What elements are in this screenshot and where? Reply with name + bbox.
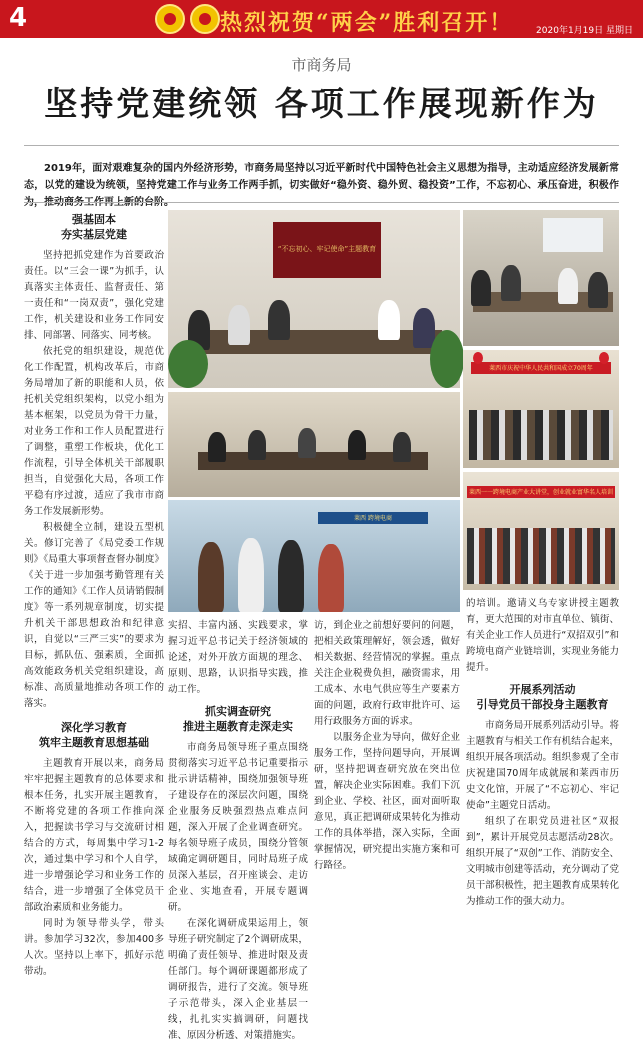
section-heading-3: 抓实调查研究 推进主题教育走深走实 [183, 705, 293, 733]
article-lead: 2019年，面对艰难复杂的国内外经济形势，市商务局坚持以习近平新时代中国特色社会主义思想为指导，主动适应经济发展新常态，以党的建设为统领，坚持党建工作与业务工作两手抓，切实做好“稳外资、稳外贸、稳投资”工作，不忘初心、承压奋进，积极作 [24, 163, 619, 191]
paragraph: 访，到企业之前想好要问的问题，把相关政策理解好，领会透，做好相关数据、经营情况的掌握。重点关注企业税费负担，融资需求，用工成本、水电气供应等生产要素方面的问题，政府行政审批许可、运用行政服务方面的诉求。 [314, 620, 460, 727]
paragraph: 以服务企业为导向，做好企业服务工作，坚持问题导向，开展调研，坚持把调查研究放在突出位置，解决企业实际困难。我们下沉到企业、学校、社区，面对面听取意见，真正把调研成果转化为推动工作的具体举措，深入实际，全面掌握情况，研究提出实施方案和可行路径。 [314, 732, 460, 871]
photo-large-meeting [168, 392, 460, 497]
screen-text: “不忘初心、牢记使命”主题教育 [277, 245, 377, 254]
paragraph: 市商务局开展系列活动引导。将主题教育与相关工作有机结合起来，组织开展各项活动。组织参观了全市庆祝建国70周年成就展和莱西市历史文化馆，开展了“不忘初心、牢记使命”主题党日活动。 [466, 720, 619, 811]
photo-enterprise-visit [168, 500, 460, 612]
party-emblem-icon [155, 4, 185, 34]
anniversary-banner-text: 莱西市庆祝中华人民共和国成立70周年 [489, 365, 593, 372]
paragraph: 组织了在职党员进社区“双报到”，累计开展党员志愿活动28次。组织开展了“双创”工作、消防安全、文明城市创建等活动，充分调动了党员干部积极性，把主题教育成果转化为推动工作的强大动力。 [466, 816, 619, 907]
column-2 [168, 618, 308, 1041]
paragraph: 主题教育开展以来，商务局牢牢把握主题教育的总体要求和根本任务，扎实开展主题教育，不断将党建的各项工作推向深入，把握读书学习与交流研讨相结合的方式，每周集中学习1-2次，通过集中学习和个人自学，进一步增强论学习和业务工作的结合，进一步增强了全体党员干部政治素质和业务能力。 [24, 758, 164, 913]
page-number: 4 [9, 3, 28, 33]
paragraph: 同时为领导带头学，带头讲。参加学习32次，参加400多人次。坚持以上率下，抓好示范带动。 [24, 918, 164, 977]
photo-meeting-room-2 [463, 210, 619, 346]
paragraph: 坚持把抓党建作为首要政治责任。以“三会一课”为抓手，认真落实主体责任、监督责任、第一责任和“一岗双责”，强化党建工作，机关建设和业务工作同安排、同部署、同落实、同考核。 [24, 250, 164, 341]
column-4 [466, 596, 619, 940]
training-banner-text: 莱西一一跨境电商产业大讲堂，创业就业富华名人培训 [468, 489, 613, 496]
section-heading-1: 强基固本 夯实基层党建 [61, 213, 127, 241]
photo-group-anniversary [463, 350, 619, 468]
banner-date: 2020年1月19日 星期日 [536, 26, 633, 36]
article-kicker: 市商务局 [291, 56, 352, 74]
national-emblem-icon [190, 4, 220, 34]
visit-sign-text: 莱西 跨境电商 [354, 515, 392, 522]
photo-training-group [463, 472, 619, 590]
photo-meeting-room [168, 210, 460, 388]
headline-rule [24, 145, 619, 146]
article-headline: 坚持党建统领 各项工作展现新作为 [44, 84, 599, 123]
paragraph: 依托党的组织建设，规范优化工作配置，机构改革后，市商务局增加了新的职能和人员，依托机关党组织架构，以党小组为基本框架，以党员为骨干力量，对业务工作和工作人员配置进行了调整，重塑工作板块，优化工作流程，引导全体机关干部履职担当，自觉强化大局，各项工作平稳有序过渡，适应了我市市商务工作发展新形势。 [24, 346, 164, 517]
paragraph: 市商务局领导班子重点围绕贯彻落实习近平总书记重要指示批示讲话精神，围绕加强领导班子建设存在的深层次问题，围绕企业服务反映强烈热点难点问题，深入开展了企业调查研究。每名领导班子成员，围绕分管领域确定调研题目，同时局班子成员深入基层，召开座谈会、走访企业、实地查看，开展专题调研。 [168, 742, 308, 913]
top-banner [0, 0, 643, 38]
section-heading-4: 开展系列活动 引导党员干部投身主题教育 [476, 683, 609, 711]
paragraph: 在深化调研成果运用上，领导班子研究制定了2个调研成果，明确了责任领导、推进时限及责任部门。每个调研课题都形成了调研报告，进行了交流。领导班子示范带头，深入企业基层一线，扎扎实实搞调研，问题找准、原因分析透、对策措施实。 [168, 918, 308, 1041]
lead-rule [24, 202, 619, 203]
paragraph: 实招、丰富内涵、实践要求，掌握习近平总书记关于经济领域的论述，对外开放方面规的理念、原则、思路，认识指导实践，推动工作。 [168, 620, 308, 695]
banner-title: 热烈祝贺“两会”胜利召开！ [220, 10, 514, 36]
paragraph: 积极健全立制，建设五型机关。修订完善了《局党委工作规则》《局重大事项督查督办制度》《关于进一步加强考勤管理有关工作的通知》《工作人员请销假制度》等一系列规章制度，切实提升机关干部思想政治和纪律意识，自觉以“三严三实”的要求为目标，抓队伍、强素质，全面抓高效能政务机关党组织建设，高标准、高质量地推动各项工作的落实。 [24, 522, 164, 709]
column-3 [314, 618, 460, 940]
paragraph: 的培训。邀请义乌专家讲授主题教育，更大范围的对市直单位、镇街、有关企业工作人员进行“双招双引”和跨境电商产业链培训，实现业务能力提升。 [466, 598, 619, 673]
section-heading-2: 深化学习教育 筑牢主题教育思想基础 [39, 721, 149, 749]
column-1 [24, 210, 164, 977]
